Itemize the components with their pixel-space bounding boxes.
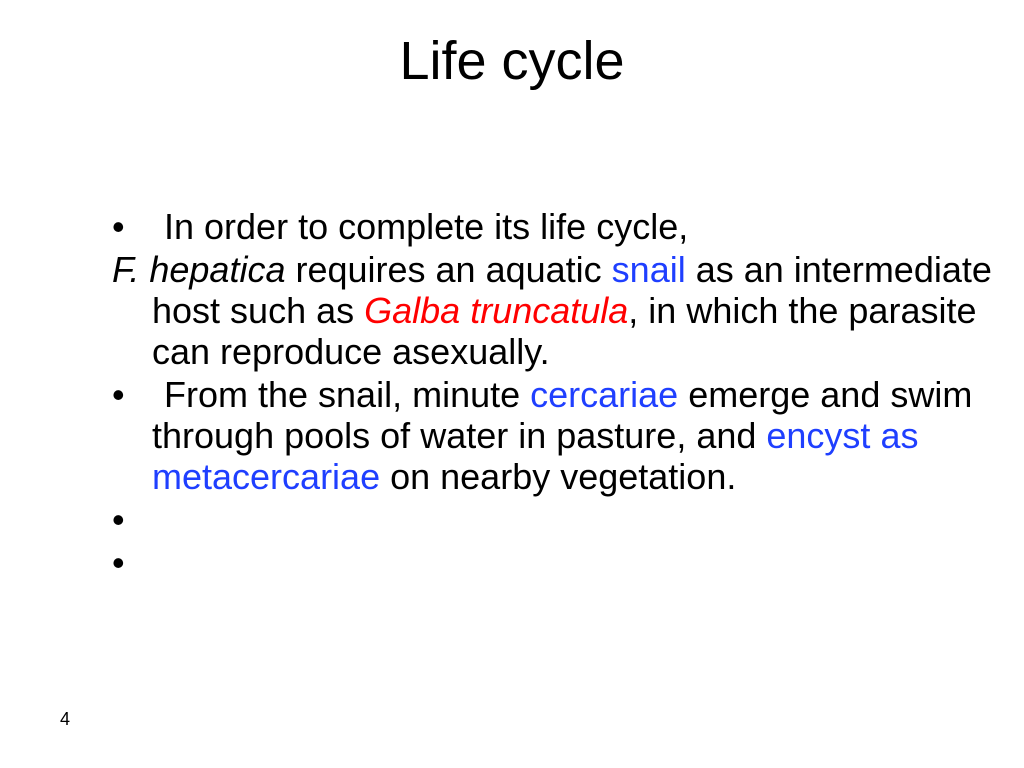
- paragraph-2-text-3: , in which the parasite can reproduce asexually.: [152, 290, 977, 372]
- paragraph-1-text: In order to complete its life cycle,: [164, 206, 689, 247]
- empty-bullet-1: [112, 499, 992, 540]
- slide-number: 4: [60, 709, 71, 729]
- slide-body: [112, 206, 992, 585]
- paragraph-3-text-3: on nearby vegetation.: [380, 456, 737, 497]
- bullet-marker: •: [112, 499, 125, 540]
- species-name: F. hepatica: [112, 249, 286, 290]
- bullet-paragraph-1: [112, 206, 992, 247]
- bullet-paragraph-3: [112, 374, 992, 497]
- paragraph-3-text-2: emerge and swim through pools of water in pasture, and: [152, 374, 973, 456]
- snail-highlight: snail: [611, 249, 686, 290]
- bullet-marker: •: [112, 374, 125, 415]
- paragraph-3-text-1: From the snail, minute: [164, 374, 531, 415]
- paragraph-2-text-1: requires an aquatic: [285, 249, 612, 290]
- host-species-name: Galba truncatula: [364, 290, 629, 331]
- bullet-marker: •: [112, 206, 125, 247]
- bullet-marker: •: [112, 542, 125, 583]
- empty-bullet-2: [112, 542, 992, 583]
- encyst-highlight: encyst as metacercariae: [152, 415, 919, 497]
- paragraph-2: [112, 249, 992, 372]
- cercariae-highlight: cercariae: [530, 374, 679, 415]
- paragraph-2-text-2: as an intermediate host such as: [152, 249, 992, 331]
- slide-title: Life cycle: [399, 31, 625, 91]
